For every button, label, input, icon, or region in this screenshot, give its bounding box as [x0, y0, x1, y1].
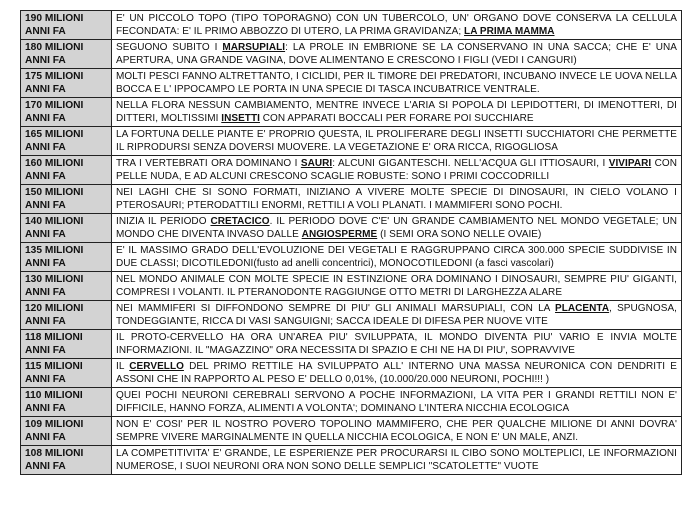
era-unit: ANNI FA	[25, 55, 66, 66]
description-cell	[112, 446, 682, 475]
era-cell	[21, 185, 112, 214]
timeline-row	[21, 98, 682, 127]
description-text: NEI LAGHI CHE SI SONO FORMATI, INIZIANO A VIVERE MOLTE SPECIE DI DINOSAURI, IN CIELO VOLANO I PTEROSAURI; PTERODATTILI ENORMI, RETTILI A VOLI PLANATI. I MAMMIFERI SONO POCHI.	[116, 187, 677, 211]
description-text: TRA I VERTEBRATI ORA DOMINANO I	[116, 158, 301, 169]
description-text: LA COMPETITIVITA' E' GRANDE, LE ESPERIENZE PER PROCURARSI IL CIBO SONO MOLTEPLICI, LE INFORMAZIONI NUMEROSE, I SUOI NEURONI ORA NON SONO DELLE SEMPLICI "SCATOLETTE" VUOTE	[116, 448, 677, 472]
timeline-row	[21, 214, 682, 243]
era-period: 160 MILIONI	[25, 158, 84, 169]
timeline-row	[21, 359, 682, 388]
description-cell	[112, 330, 682, 359]
timeline-row	[21, 388, 682, 417]
era-unit: ANNI FA	[25, 316, 66, 327]
keyword-highlight: ANGIOSPERME	[301, 229, 378, 240]
keyword-highlight: MARSUPIALI	[222, 42, 286, 53]
description-text: : ALCUNI GIGANTESCHI. NELL'ACQUA GLI ITTIOSAURI, I	[332, 158, 609, 169]
timeline-row	[21, 272, 682, 301]
description-text: NEI MAMMIFERI SI DIFFONDONO SEMPRE DI PIU' GLI ANIMALI MARSUPIALI, CON LA	[116, 303, 555, 314]
era-cell	[21, 127, 112, 156]
era-unit: ANNI FA	[25, 287, 66, 298]
timeline-row	[21, 417, 682, 446]
era-cell	[21, 40, 112, 69]
description-cell	[112, 127, 682, 156]
keyword-highlight: LA PRIMA MAMMA	[464, 26, 555, 37]
description-cell	[112, 359, 682, 388]
era-unit: ANNI FA	[25, 84, 66, 95]
description-cell	[112, 417, 682, 446]
description-text: IL PROTO-CERVELLO HA ORA UN'AREA PIU' SVILUPPATA, IL MONDO DIVENTA PIU' VARIO E INVIA MOLTE INFORMAZIONI. IL "MAGAZZINO" ORA NECESSITA DI SPAZIO E CHI NE HA DI PIU', SOPRAVVIVE	[116, 332, 677, 356]
era-cell	[21, 359, 112, 388]
era-unit: ANNI FA	[25, 403, 66, 414]
era-cell	[21, 156, 112, 185]
era-period: 120 MILIONI	[25, 303, 84, 314]
description-text: NON E' COSI' PER IL NOSTRO POVERO TOPOLINO MAMMIFERO, CHE PER QUALCHE MILIONE DI ANNI DOVRA' SEMPRE VIVERE MARGINALMENTE IN QUELLA NICCHIA ECOLOGICA, E NON E' UN MALE, ANZI.	[116, 419, 677, 443]
era-cell	[21, 301, 112, 330]
era-period: 110 MILIONI	[25, 390, 83, 401]
era-cell	[21, 11, 112, 40]
era-unit: ANNI FA	[25, 200, 66, 211]
timeline-row	[21, 185, 682, 214]
description-cell	[112, 301, 682, 330]
era-unit: ANNI FA	[25, 432, 66, 443]
description-cell	[112, 156, 682, 185]
description-cell	[112, 69, 682, 98]
description-text: CON APPARATI BOCCALI PER FORARE POI SUCCHIARE	[259, 113, 534, 124]
era-unit: ANNI FA	[25, 374, 66, 385]
era-period: 170 MILIONI	[25, 100, 84, 111]
description-text: MOLTI PESCI FANNO ALTRETTANTO, I CICLIDI, PER IL TIMORE DEI PREDATORI, INCUBANO INVECE LE UOVA NELLA BOCCA E L' IPPOCAMPO LE PORTA IN UNA SPECIE DI TASCA INCUBATRICE VENTRALE.	[116, 71, 677, 95]
era-period: 130 MILIONI	[25, 274, 84, 285]
description-cell	[112, 11, 682, 40]
era-period: 175 MILIONI	[25, 71, 84, 82]
era-unit: ANNI FA	[25, 258, 66, 269]
timeline-row	[21, 301, 682, 330]
description-text: DEL PRIMO RETTILE HA SVILUPPATO ALL' INTERNO UNA MASSA NEURONICA CON DENDRITI E ASSONI CHE IN RAPPORTO AL PESO E' DELLO 0,01%, (10.000/20.000 NEURONI, POCHI!!! )	[116, 361, 677, 385]
timeline-row	[21, 446, 682, 475]
era-unit: ANNI FA	[25, 461, 66, 472]
keyword-highlight: VIVIPARI	[608, 158, 652, 169]
keyword-highlight: INSETTI	[221, 113, 260, 124]
era-period: 109 MILIONI	[25, 419, 84, 430]
era-cell	[21, 446, 112, 475]
era-period: 140 MILIONI	[25, 216, 84, 227]
description-text: : LA PROLE IN EMBRIONE SE LA CONSERVANO IN UNA SACCA; CHE E' UNA APERTURA, UNA GRANDE VAGINA, DOVE ALIMENTANO E CRESCONO I FIGLI (VEDI I CANGURI)	[116, 42, 677, 66]
description-text: IL	[116, 361, 130, 372]
era-period: 165 MILIONI	[25, 129, 84, 140]
timeline-row	[21, 330, 682, 359]
description-text: INIZIA IL PERIODO	[116, 216, 211, 227]
era-cell	[21, 243, 112, 272]
era-cell	[21, 388, 112, 417]
description-cell	[112, 214, 682, 243]
description-cell	[112, 40, 682, 69]
era-cell	[21, 330, 112, 359]
description-text: E' UN PICCOLO TOPO (TIPO TOPORAGNO) CON UN TUBERCOLO, UN' ORGANO DOVE CONSERVA LA CELLULA FECONDATA: E' IL PRIMO ABBOZZO DI UTERO, LA PRIMA GRAVIDANZA;	[116, 13, 677, 37]
keyword-highlight: PLACENTA	[555, 303, 610, 314]
description-text: NELLA FLORA NESSUN CAMBIAMENTO, MENTRE INVECE L'ARIA SI POPOLA DI LEPIDOTTERI, DI IMENOTTERI, DI DITTERI, MOLTISSIMI	[116, 100, 677, 124]
evolution-timeline-sheet	[20, 10, 682, 475]
keyword-highlight: SAURI	[300, 158, 333, 169]
timeline-row	[21, 127, 682, 156]
era-cell	[21, 214, 112, 243]
description-cell	[112, 388, 682, 417]
description-text: NEL MONDO ANIMALE CON MOLTE SPECIE IN ESTINZIONE ORA DOMINANO I DINOSAURI, SEMPRE PIU' GIGANTI, COMPRESI I VOLANTI. IL PTERANODONTE RAGGIUNGE OTTO METRI DI LARGHEZZA ALARE	[116, 274, 677, 298]
timeline-body	[21, 11, 682, 475]
era-cell	[21, 417, 112, 446]
description-text: (I SEMI ORA SONO NELLE OVAIE)	[377, 229, 542, 240]
description-text: QUEI POCHI NEURONI CEREBRALI SERVONO A POCHE INFORMAZIONI, LA VITA PER I GRANDI RETTILI NON E' DIFFICILE, HANNO FORZA, ALIMENTI A VOLONTA'; DOMINANO L'INTERA NICCHIA ECOLOGICA	[116, 390, 677, 414]
era-period: 180 MILIONI	[25, 42, 84, 53]
description-text: LA FORTUNA DELLE PIANTE E' PROPRIO QUESTA, IL PROLIFERARE DEGLI INSETTI SUCCHIATORI CHE PERMETTE IL RIPRODURSI SENZA DOVERSI MUOVERE. LA VEGETAZIONE E' ORA RICCA, RIGOGLIOSA	[116, 129, 677, 153]
era-unit: ANNI FA	[25, 142, 66, 153]
description-cell	[112, 272, 682, 301]
era-period: 135 MILIONI	[25, 245, 84, 256]
era-period: 118 MILIONI	[25, 332, 83, 343]
description-cell	[112, 243, 682, 272]
era-unit: ANNI FA	[25, 229, 66, 240]
timeline-row	[21, 69, 682, 98]
era-period: 115 MILIONI	[25, 361, 83, 372]
description-text: , SPUGNOSA, TONDEGGIANTE, RICCA DI VASI SANGUIGNI; SACCA IDEALE DI DIFESA PER NUOVE VITE	[116, 303, 677, 327]
evolution-timeline-table	[20, 10, 682, 475]
timeline-row	[21, 156, 682, 185]
era-cell	[21, 272, 112, 301]
era-cell	[21, 98, 112, 127]
era-unit: ANNI FA	[25, 113, 66, 124]
era-period: 190 MILIONI	[25, 13, 84, 24]
description-text: CON PELLE NUDA, E AD ALCUNI CRESCONO SCAGLIE ROBUSTE: SONO I PRIMI COCCODRILLI	[116, 158, 678, 182]
timeline-row	[21, 243, 682, 272]
description-cell	[112, 98, 682, 127]
era-cell	[21, 69, 112, 98]
description-cell	[112, 185, 682, 214]
era-unit: ANNI FA	[25, 171, 66, 182]
timeline-row	[21, 40, 682, 69]
description-text: . IL PERIODO DOVE C'E' UN GRANDE CAMBIAMENTO NEL MONDO VEGETALE; UN MONDO CHE DIVENTA INVASO DALLE	[116, 216, 678, 240]
description-text: E' IL MASSIMO GRADO DELL'EVOLUZIONE DEI VEGETALI E RAGGRUPPANO CIRCA 300.000 SPECIE SUDDIVISE IN DUE CLASSI; DICOTILEDONI(fusto ad anelli concentrici), MONOCOTILEDONI (a fasci vascolari)	[116, 245, 677, 269]
keyword-highlight: CRETACICO	[210, 216, 270, 227]
era-unit: ANNI FA	[25, 26, 66, 37]
description-text: SEGUONO SUBITO I	[116, 42, 223, 53]
timeline-row	[21, 11, 682, 40]
era-period: 108 MILIONI	[25, 448, 84, 459]
era-period: 150 MILIONI	[25, 187, 84, 198]
keyword-highlight: CERVELLO	[129, 361, 184, 372]
era-unit: ANNI FA	[25, 345, 66, 356]
